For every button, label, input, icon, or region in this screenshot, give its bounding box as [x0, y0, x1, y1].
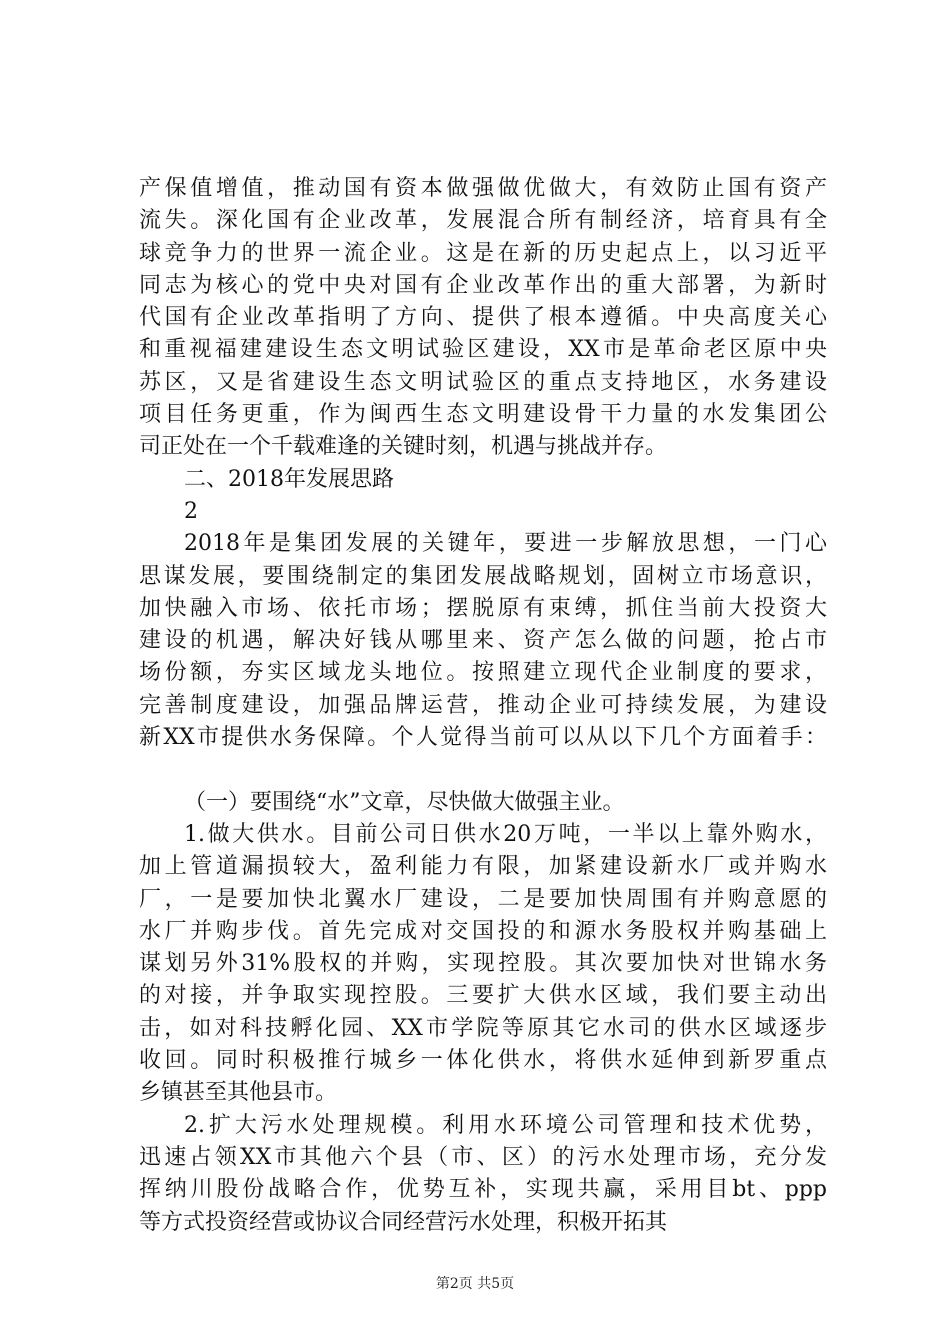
- text-line: 谋划另外31%股权的并购，实现控股。其次要加快对世锦水务: [139, 951, 827, 977]
- text-line: 厂，一是要加快北翼水厂建设，二是要加快周围有并购意愿的: [139, 886, 827, 912]
- text-line: 乡镇甚至其他县市。: [139, 1080, 338, 1106]
- text-line: 收回。同时积极推行城乡一体化供水，将供水延伸到新罗重点: [139, 1048, 827, 1074]
- text-line: 流失。深化国有企业改革，发展混合所有制经济，培育具有全: [139, 208, 827, 234]
- text-line: 加快融入市场、依托市场；摆脱原有束缚，抓住当前大投资大: [139, 595, 827, 621]
- text-line: 项目任务更重，作为闽西生态文明建设骨干力量的水发集团公: [139, 402, 827, 428]
- text-line: 同志为核心的党中央对国有企业改革作出的重大部署，为新时: [139, 272, 827, 298]
- text-line: 建设的机遇，解决好钱从哪里来、资产怎么做的问题，抢占市: [139, 628, 827, 654]
- paragraph-gap: [139, 754, 827, 786]
- text-line: 球竞争力的世界一流企业。这是在新的历史起点上，以习近平: [139, 240, 827, 266]
- text-line: 2018年是集团发展的关键年，要进一步解放思想，一门心: [184, 531, 827, 557]
- section-heading: 二、2018年发展思路: [184, 466, 394, 492]
- text-line: 的对接，并争取实现控股。三要扩大供水区域，我们要主动出: [139, 983, 827, 1009]
- text-line: 等方式投资经营或协议合同经营污水处理，积极开拓其: [139, 1209, 668, 1235]
- text-line: 挥纳川股份战略合作，优势互补，实现共赢，采用目bt、ppp: [139, 1177, 827, 1203]
- body-text: [139, 173, 827, 1239]
- text-line: 2.扩大污水处理规模。利用水环境公司管理和技术优势，: [184, 1112, 827, 1138]
- text-line: 司正处在一个千载难逢的关键时刻，机遇与挑战并存。: [139, 434, 668, 460]
- text-line: 产保值增值，推动国有资本做强做优做大，有效防止国有资产: [139, 176, 827, 201]
- text-line: 击，如对科技孵化园、XX市学院等原其它水司的供水区域逐步: [139, 1015, 827, 1041]
- text-line: 加上管道漏损较大，盈利能力有限，加紧建设新水厂或并购水: [139, 854, 827, 880]
- text-line: 完善制度建设，加强品牌运营，推动企业可持续发展，为建设: [139, 692, 827, 718]
- text-line: 1.做大供水。目前公司日供水20万吨，一半以上靠外购水，: [184, 821, 827, 847]
- page-footer: 第2页 共5页: [435, 1276, 515, 1292]
- text-line: 迅速占领XX市其他六个县（市、区）的污水处理市场，充分发: [139, 1144, 827, 1170]
- text-line: 思谋发展，要围绕制定的集团发展战略规划，固树立市场意识，: [139, 563, 827, 589]
- text-line: 苏区，又是省建设生态文明试验区的重点支持地区，水务建设: [139, 369, 827, 395]
- subsection-heading: （一）要围绕“水”文章，尽快做大做强主业。: [184, 789, 625, 815]
- text-line: 场份额，夯实区域龙头地位。按照建立现代企业制度的要求，: [139, 660, 827, 686]
- text-line: 水厂并购步伐。首先完成对交国投的和源水务股权并购基础上: [139, 918, 827, 944]
- text-line: 代国有企业改革指明了方向、提供了根本遵循。中央高度关心: [139, 305, 827, 331]
- text-line: 2: [184, 498, 198, 524]
- text-line: 和重视福建建设生态文明试验区建设，XX市是革命老区原中央: [139, 337, 827, 363]
- text-line: 新XX市提供水务保障。个人觉得当前可以从以下几个方面着手：: [139, 725, 827, 751]
